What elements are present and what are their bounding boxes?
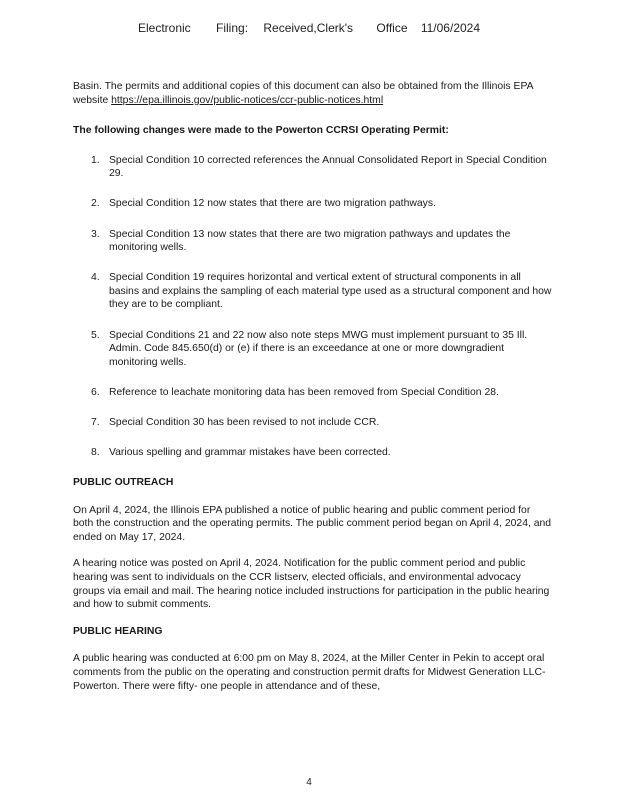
public-outreach-paragraph-1: On April 4, 2024, the Illinois EPA published a notice of public hearing and public comment period for both the construction and the operating permits. The public comment period began on April 4, 2024, and ended on May 17, 2024. [73,504,552,543]
list-item [73,154,553,181]
list-item-number: 2. [91,198,100,210]
list-item [73,416,553,430]
epa-website-link[interactable]: https://epa.illinois.gov/public-notices/ccr-public-notices.html [111,94,384,106]
list-item [73,228,553,255]
public-outreach-paragraph-2: A hearing notice was posted on April 4, 2024. Notification for the public comment period and public hearing was sent to individuals on the CCR listserv, elected officials, and environmental advocacy groups via email and mail. The hearing notice included instructions for participation in the public hearing and how to submit comments. [73,558,550,611]
list-item-text: Special Condition 30 has been revised to not include CCR. [109,416,380,428]
list-item-number: 4. [91,272,100,284]
filing-header-office: Office [376,21,408,35]
list-item [73,271,553,312]
public-hearing-paragraph-1: A public hearing was conducted at 6:00 pm on May 8, 2024, at the Miller Center in Pekin to accept oral comments from the public on the operating and construction permit drafts for Midwest Generation LLC-Powerton. There were fifty- one people in attendance and of these, [73,653,546,692]
filing-header-filing: Filing: [216,21,249,35]
list-item [73,197,553,211]
intro-paragraph [73,80,553,107]
list-item-number: 5. [91,329,100,341]
list-item-text: Special Condition 12 now states that there are two migration pathways. [109,198,436,210]
document-body [73,80,553,706]
list-item-text: Special Condition 10 corrected references the Annual Consolidated Report in Special Condition 29. [109,154,547,180]
filing-header [0,21,618,35]
list-item-number: 8. [91,447,100,458]
list-item [73,446,553,460]
changes-list [73,154,553,460]
list-item-number: 6. [91,386,100,398]
page-number: 4 [306,777,312,788]
list-item [73,386,553,400]
list-item-number: 1. [91,154,100,166]
list-item-text: Special Condition 13 now states that there are two migration pathways and updates the monitoring wells. [109,228,511,254]
changes-heading: The following changes were made to the Powerton CCRSI Operating Permit: [73,125,449,137]
list-item-number: 3. [91,228,100,240]
list-item-text: Special Condition 19 requires horizontal and vertical extent of structural components in all basins and explains the sampling of each material type used as a structural component and how they are to be compliant. [109,272,552,311]
filing-header-electronic: Electronic [137,21,191,35]
filing-header-received: Received,Clerk's [263,21,354,35]
filing-header-date: 11/06/2024 [420,21,481,35]
list-item-text: Special Conditions 21 and 22 now also note steps MWG must implement pursuant to 35 Ill. Admin. Code 845.650(d) or (e) if there is an exceedance at one or more downgradient monitoring wells. [109,329,528,368]
list-item-number: 7. [91,416,100,428]
public-hearing-heading: PUBLIC HEARING [73,625,163,637]
list-item-text: Reference to leachate monitoring data has been removed from Special Condition 28. [109,386,499,398]
intro-text: Basin. The permits and additional copies of this document can also be obtained from the Illinois EPA website [73,81,533,106]
list-item [73,329,553,370]
public-outreach-heading: PUBLIC OUTREACH [73,477,174,489]
list-item-text: Various spelling and grammar mistakes have been corrected. [109,447,391,458]
